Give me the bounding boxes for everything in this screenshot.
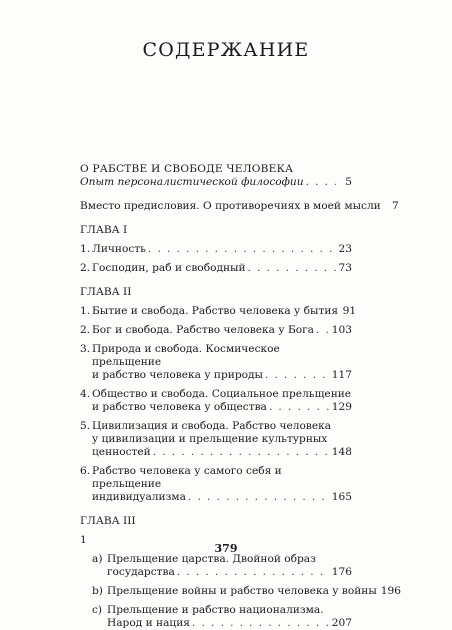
entry-page: 165 (331, 491, 352, 503)
entry-body (92, 243, 352, 256)
entry-body (92, 324, 352, 337)
entry-last-line (92, 243, 352, 256)
chapter-2-heading: ГЛАВА II (80, 286, 132, 298)
entry-last-line (107, 566, 352, 579)
preface-entry (80, 200, 399, 213)
entry-page: 7 (391, 200, 399, 212)
entry-line: Господин, раб и свободный (92, 262, 246, 274)
entry-page: 148 (331, 446, 352, 458)
entry-last-line (92, 369, 352, 382)
book-subtitle: Опыт персоналистической философии (80, 176, 304, 188)
book-title: О РАБСТВЕ И СВОБОДЕ ЧЕЛОВЕКА (80, 163, 294, 175)
entry-body (92, 305, 357, 318)
entry-body (107, 585, 401, 598)
leader-dots (306, 176, 336, 189)
entry-last-line (92, 401, 352, 414)
entry-number: b) (92, 585, 103, 597)
entry-number: 1. (80, 305, 91, 317)
entry-line: ценностей (92, 446, 151, 458)
entry-number: 2. (80, 324, 91, 336)
toc-entry (80, 388, 352, 414)
toc-entry (80, 585, 401, 598)
entry-line: Бытие и свобода. Рабство человека у бытия (92, 305, 339, 317)
entry-last-line (92, 305, 357, 318)
leader-dots (153, 446, 330, 459)
entry-line: Рабство человека у самого себя и прельщение (92, 465, 282, 490)
entry-body (107, 604, 352, 630)
entry-body (92, 343, 352, 382)
preface-text: Вместо предисловия. О противоречиях в моей мысли (80, 200, 381, 212)
entry-page: 196 (380, 585, 401, 597)
entry-number: 1. (80, 243, 91, 255)
entry-line: и рабство человека у природы (92, 369, 263, 381)
entry-last-line (92, 491, 352, 504)
entry-body (107, 553, 352, 579)
entry-line: Народ и нация (107, 617, 190, 629)
leader-dots (148, 243, 336, 256)
leader-dots (192, 617, 330, 630)
entry-line: у цивилизации и прельщение культурных (92, 433, 328, 445)
leader-dots (265, 369, 330, 382)
leader-dots (188, 491, 330, 504)
chapter-1-list (80, 243, 352, 275)
entry-page: 207 (331, 617, 352, 629)
chapter-2-list (80, 305, 357, 504)
entry-last-line (92, 324, 352, 337)
toc-entry (80, 604, 352, 630)
toc-entry (80, 262, 352, 275)
entry-last-line (92, 262, 352, 275)
entry-line: Природа и свобода. Космическое прельщение (92, 343, 280, 368)
toc-entry (80, 305, 357, 318)
entry-line: Личность (92, 243, 146, 255)
entry-number: a) (92, 553, 103, 565)
entry-line: и рабство человека у общества (92, 401, 267, 413)
entry-body (92, 388, 352, 414)
entry-line: государства (107, 566, 175, 578)
entry-last-line (107, 585, 401, 598)
entry-page: 103 (331, 324, 352, 336)
entry-body (92, 465, 352, 504)
chapter-3-list (80, 553, 401, 630)
entry-number: c) (92, 604, 103, 616)
book-subtitle-entry (80, 176, 352, 189)
page-title: СОДЕРЖАНИЕ (142, 39, 310, 61)
entry-body (92, 420, 352, 459)
leader-dots (177, 566, 330, 579)
entry-number: 6. (80, 465, 91, 477)
entry-line: Прельщение царства. Двойной образ (107, 553, 316, 565)
entry-last-line (107, 617, 352, 630)
entry-last-line (92, 446, 352, 459)
entry-number: 5. (80, 420, 91, 432)
entry-line: Общество и свобода. Социальное прельщение (92, 388, 352, 400)
entry-page: 5 (345, 176, 352, 188)
chapter-1-heading: ГЛАВА I (80, 224, 128, 236)
toc-entry (80, 243, 352, 256)
entry-line: индивидуализма (92, 491, 186, 503)
entry-page: 176 (331, 566, 352, 578)
entry-number: 2. (80, 262, 91, 274)
entry-page: 23 (338, 243, 352, 255)
toc-entry (80, 324, 352, 337)
entry-line: Бог и свобода. Рабство человека у Бога (92, 324, 314, 336)
entry-body (92, 262, 352, 275)
leader-dots (316, 324, 330, 337)
leader-dots (248, 262, 336, 275)
entry-line: Цивилизация и свобода. Рабство человека (92, 420, 332, 432)
toc-entry (80, 553, 352, 579)
entry-page: 129 (331, 401, 352, 413)
toc-entry (80, 465, 352, 504)
entry-number: 3. (80, 343, 91, 355)
toc-entry (80, 420, 352, 459)
chapter-3-section-number: 1 (80, 534, 87, 546)
toc-entry (80, 343, 352, 382)
entry-page: 73 (338, 262, 352, 274)
entry-line: Прельщение войны и рабство человека у войны (107, 585, 377, 597)
page-number: 379 (214, 542, 238, 555)
entry-number: 4. (80, 388, 91, 400)
chapter-3-heading: ГЛАВА III (80, 515, 136, 527)
entry-page: 117 (331, 369, 352, 381)
table-of-contents (80, 163, 401, 630)
leader-dots (269, 401, 330, 414)
entry-line: Прельщение и рабство национализма. (107, 604, 324, 616)
entry-page: 91 (342, 305, 357, 317)
